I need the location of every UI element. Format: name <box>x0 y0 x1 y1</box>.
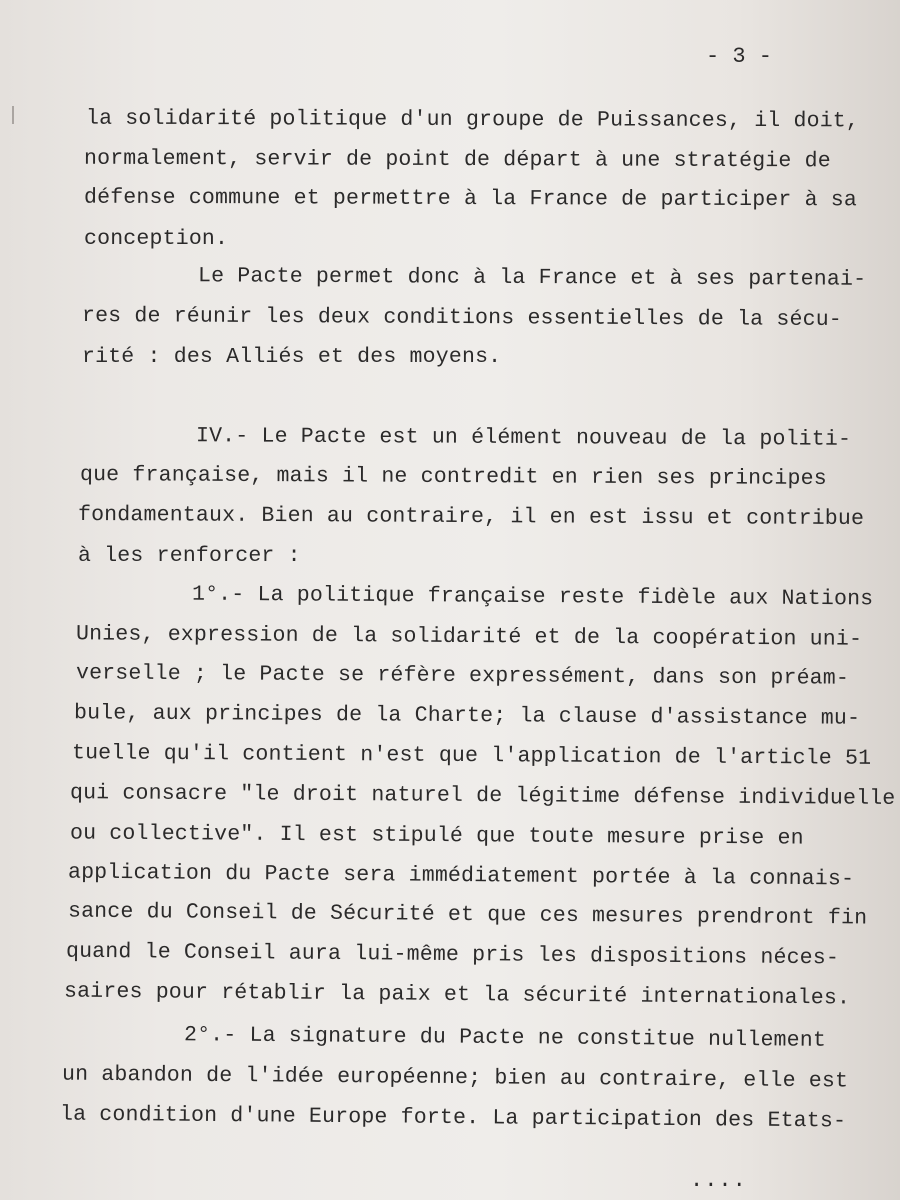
text-line: saires pour rétablir la paix et la sécurité internationales. <box>63 979 851 1011</box>
text-line: que française, mais il ne contredit en rien ses principes <box>79 463 827 491</box>
numbered-paragraph-line: 1°.- La politique française reste fidèle aux Nations <box>191 582 874 612</box>
numbered-paragraph-line: 2°.- La signature du Pacte ne constitue nullement <box>183 1023 827 1053</box>
text-line: application du Pacte sera immédiatement portée à la connais- <box>67 860 855 892</box>
page-number: - 3 - <box>706 44 773 69</box>
text-line: Le Pacte permet donc à la France et à ses partenai- <box>197 264 867 292</box>
text-line: conception. <box>84 227 229 251</box>
text-line: rité : des Alliés et des moyens. <box>82 345 502 369</box>
text-line: res de réunir les deux conditions essentielles de la sécu- <box>81 304 842 332</box>
binding-hole-mark <box>12 106 20 124</box>
text-line: tuelle qu'il contient n'est que l'application de l'article 51 <box>71 741 872 771</box>
text-line: normalement, servir de point de départ à une stratégie de <box>83 146 831 174</box>
text-line: à les renforcer : <box>78 544 301 568</box>
text-line: verselle ; le Pacte se réfère expressément, dans son préam- <box>75 661 850 691</box>
text-line: quand le Conseil aura lui-même pris les dispositions néces- <box>65 939 840 971</box>
text-line: un abandon de l'idée européenne; bien au contraire, elle est <box>61 1062 849 1094</box>
section-heading-line: IV.- Le Pacte est un élément nouveau de la politi- <box>195 424 852 452</box>
text-line: sance du Conseil de Sécurité et que ces mesures prendront fin <box>67 899 868 931</box>
continuation-mark: .... <box>690 1168 747 1193</box>
text-line: la solidarité politique d'un groupe de Puissances, il doit, <box>85 106 860 134</box>
text-line: fondamentaux. Bien au contraire, il en est issu et contribue <box>77 502 865 532</box>
text-line: Unies, expression de la solidarité et de la coopération uni- <box>75 622 863 652</box>
text-line: ou collective". Il est stipulé que toute mesure prise en <box>69 821 804 851</box>
text-line: la condition d'une Europe forte. La participation des Etats- <box>59 1102 847 1134</box>
text-line: défense commune et permettre à la France de participer à sa <box>83 185 858 213</box>
text-line: bule, aux principes de la Charte; la clause d'assistance mu- <box>73 701 861 731</box>
text-line: qui consacre "le droit naturel de légitime défense individuelle <box>69 781 896 811</box>
